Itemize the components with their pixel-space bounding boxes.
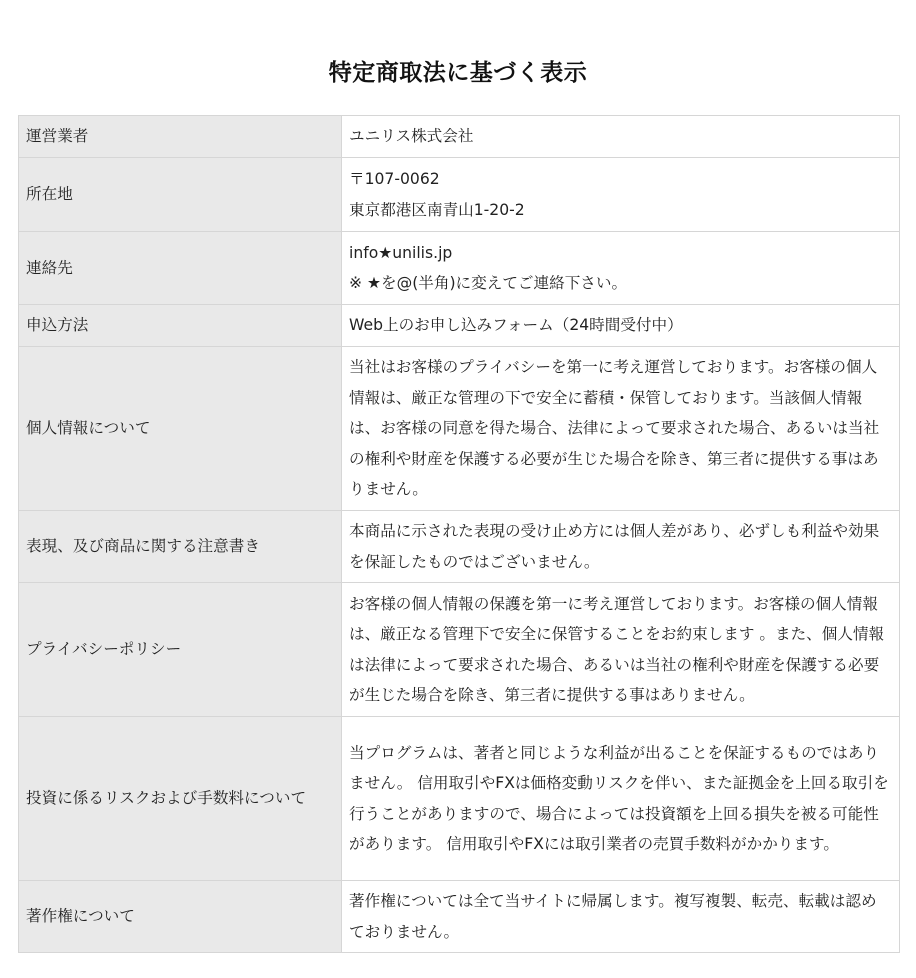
table-row — [19, 305, 900, 347]
row-label: 著作権について — [19, 881, 342, 953]
row-value-line: 本商品に示された表現の受け止め方には個人差があり、必ずしも利益や効果を保証したものではございません。 — [349, 522, 880, 571]
row-label: 申込方法 — [19, 305, 342, 347]
row-value-content — [349, 233, 892, 304]
row-value-content — [349, 511, 892, 582]
row-value-line: ユニリス株式会社 — [349, 127, 474, 146]
row-value — [342, 717, 900, 881]
table-row — [19, 511, 900, 583]
page-title: 特定商取法に基づく表示 — [328, 60, 588, 86]
table-row — [19, 881, 900, 953]
row-value-content — [349, 881, 892, 952]
row-label: 個人情報について — [19, 347, 342, 511]
row-value-line: 東京都港区南青山1-20-2 — [349, 200, 525, 219]
table-row — [19, 717, 900, 881]
row-value — [342, 116, 900, 158]
table-row — [19, 347, 900, 511]
row-label: 所在地 — [19, 158, 342, 232]
row-value-line: 当社はお客様のプライバシーを第一に考え運営しております。お客様の個人情報は、厳正な管理の下で安全に蓄積・保管しております。当該個人情報は、お客様の同意を得た場合、法律によって要求された場合、あるいは当社の権利や財産を保護する必要が生じた場合を除き、第三者に提供する事はありません。 — [349, 358, 880, 499]
info-table-body — [19, 116, 900, 953]
table-row — [19, 116, 900, 158]
row-value-content — [349, 347, 892, 510]
row-label: 運営業者 — [19, 116, 342, 158]
row-value-content — [349, 116, 892, 157]
row-value-line: 当プログラムは、著者と同じような利益が出ることを保証するものではありません。 信用取引やFXは価格変動リスクを伴い、また証拠金を上回る取引を行うことがありますので、場合によっては投資額を上回る損失を被る可能性があります。 信用取引やFXには取引業者の売買手数料がかかります。 — [349, 743, 889, 853]
info-table — [18, 115, 900, 953]
row-label: 投資に係るリスクおよび手数料について — [19, 717, 342, 881]
table-row — [19, 158, 900, 232]
row-label: プライバシーポリシー — [19, 583, 342, 717]
row-value-line: 〒107-0062 — [349, 170, 440, 188]
row-value-line: Web上のお申し込みフォーム（24時間受付中） — [349, 316, 683, 335]
row-value — [342, 881, 900, 953]
row-value-content — [349, 305, 892, 346]
row-value — [342, 158, 900, 232]
row-value-line: 著作権については全て当サイトに帰属します。複写複製、転売、転載は認めておりません。 — [349, 892, 877, 941]
row-value-line: ※ ★を@(半角)に変えてご連絡下さい。 — [349, 274, 628, 292]
row-value — [342, 232, 900, 305]
row-value — [342, 511, 900, 583]
row-value-line: info★unilis.jp — [349, 243, 453, 262]
row-value-content — [349, 159, 892, 230]
row-label: 表現、及び商品に関する注意書き — [19, 511, 342, 583]
row-value — [342, 347, 900, 511]
row-value — [342, 583, 900, 717]
row-value-line: お客様の個人情報の保護を第一に考え運営しております。お客様の個人情報は、厳正なる管理下で安全に保管することをお約束します 。また、個人情報は法律によって要求された場合、あるいは当社の権利や財産を保護する必要が生じた場合を除き、第三者に提供する事はありません。 — [349, 594, 885, 704]
row-value-content — [349, 733, 892, 865]
row-value — [342, 305, 900, 347]
table-row — [19, 583, 900, 717]
row-label: 連絡先 — [19, 232, 342, 305]
row-value-content — [349, 584, 892, 716]
table-row — [19, 232, 900, 305]
